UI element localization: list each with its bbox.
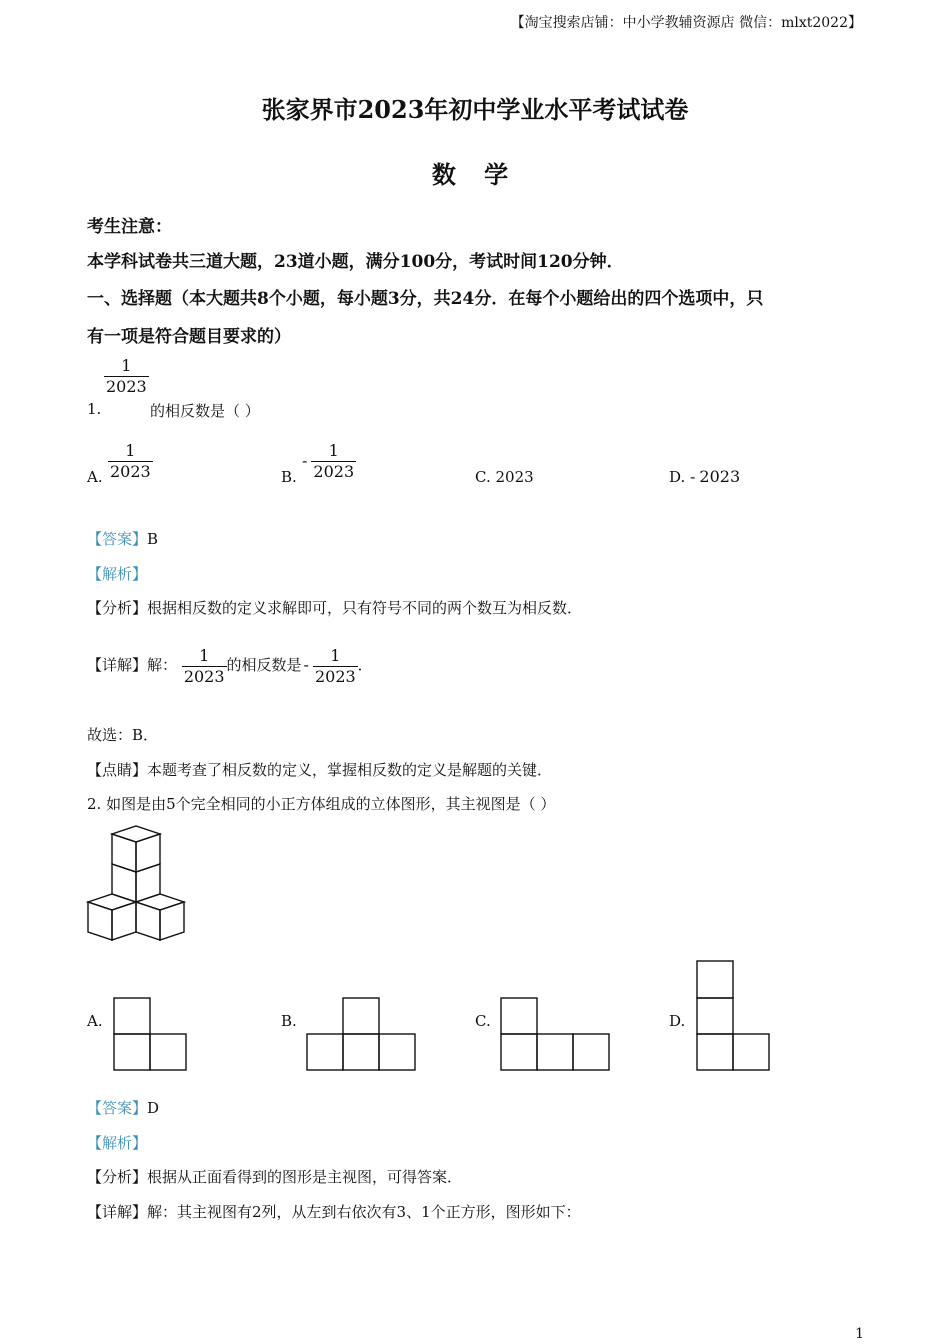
q1-option-b-value bbox=[300, 441, 356, 482]
q1-fenxi-tag: 【分析】 bbox=[87, 599, 148, 617]
q2-detail-tag: 【详解】 bbox=[87, 1203, 148, 1221]
q1-detail-pre: 解： bbox=[147, 656, 178, 674]
q1-detail-den2: 2023 bbox=[314, 666, 356, 686]
q1-option-d-value bbox=[688, 467, 740, 486]
q2-detail-text: 解：其主视图有2列，从左到右依次有3、1个正方形，图形如下： bbox=[147, 1203, 581, 1221]
q1-fraction bbox=[104, 356, 149, 397]
q1-a-num: 1 bbox=[125, 441, 136, 460]
q1-detail-mid: 的相反数是 bbox=[226, 656, 302, 674]
cube-bl-top bbox=[88, 894, 136, 910]
q1-answer-tag: 【答案】 bbox=[87, 530, 148, 548]
q1-option-a-frac bbox=[108, 441, 153, 482]
q2-fenxi bbox=[87, 1166, 462, 1187]
q1-choose: 故选：B． bbox=[87, 726, 159, 744]
q1-dianjing bbox=[87, 759, 552, 780]
q2-analysis-tag: 【解析】 bbox=[87, 1134, 148, 1152]
q2-option-c-figure bbox=[499, 996, 613, 1074]
q2-option-d-label: D. bbox=[669, 1012, 686, 1030]
q1-b-num: 1 bbox=[328, 441, 339, 460]
q1-frac-den: 2023 bbox=[106, 377, 147, 396]
cube-br-right bbox=[160, 902, 184, 940]
q2-option-a-figure bbox=[112, 996, 190, 1074]
q1-detail bbox=[87, 640, 373, 690]
q2-fenxi-tag: 【分析】 bbox=[87, 1168, 148, 1186]
q1-option-b-label: B. bbox=[281, 468, 297, 486]
q1-dianjing-tag: 【点睛】 bbox=[87, 761, 148, 779]
q2-fenxi-text: 根据从正面看得到的图形是主视图，可得答案． bbox=[147, 1168, 463, 1186]
q2-detail bbox=[87, 1201, 581, 1222]
q1-detail-tag: 【详解】 bbox=[87, 656, 148, 674]
q1-detail-num: 1 bbox=[199, 645, 210, 665]
cube-top-right bbox=[136, 834, 160, 872]
q1-option-a-label: A. bbox=[87, 468, 103, 486]
q1-fenxi-text: 根据相反数的定义求解即可，只有符号不同的两个数互为相反数． bbox=[147, 599, 583, 617]
subject-title: 数 学 bbox=[431, 160, 519, 189]
q1-detail-den: 2023 bbox=[183, 666, 225, 686]
cube-br-top bbox=[136, 894, 184, 910]
q2-option-d-figure bbox=[695, 959, 773, 1074]
notice-label: 考生注意： bbox=[87, 217, 172, 237]
cube-bl-left bbox=[88, 902, 112, 940]
q1-detail-minus: - bbox=[303, 655, 309, 674]
q2-option-c-label: C. bbox=[475, 1012, 491, 1030]
q2-stem: 2. 如图是由5个完全相同的小正方体组成的立体图形，其主视图是（ ） bbox=[87, 795, 556, 813]
q2-option-b-label: B. bbox=[281, 1012, 297, 1030]
q1-b-minus: - bbox=[302, 451, 308, 470]
q1-analysis-tag: 【解析】 bbox=[87, 565, 148, 583]
q2-option-b-figure bbox=[305, 996, 419, 1074]
q1-frac-num: 1 bbox=[121, 356, 132, 375]
section1-heading-line2: 有一项是符合题目要求的） bbox=[87, 327, 291, 347]
header-note: 【淘宝搜索店铺：中小学教辅资源店 微信：mlxt2022】 bbox=[510, 15, 862, 31]
cube-bl-right bbox=[112, 902, 136, 940]
q2-answer-tag: 【答案】 bbox=[87, 1099, 148, 1117]
section1-heading-line1: 一、选择题（本大题共8个小题，每小题3分，共24分．在每个小题给出的四个选项中，只 bbox=[87, 289, 764, 309]
q1-detail-end: ． bbox=[357, 656, 373, 674]
q1-b-den: 2023 bbox=[313, 462, 355, 481]
q1-option-d-label: D. bbox=[669, 468, 686, 486]
q1-answer-value: B bbox=[147, 530, 159, 548]
cube-mid-right bbox=[136, 864, 160, 902]
q1-stem: 的相反数是（ ） bbox=[150, 402, 260, 420]
notice-line: 本学科试卷共三道大题，23道小题，满分100分，考试时间120分钟． bbox=[87, 252, 624, 272]
q2-answer-value: D bbox=[147, 1099, 160, 1117]
q2-option-a-label: A. bbox=[87, 1012, 103, 1030]
q2-answer bbox=[87, 1097, 159, 1118]
q1-dianjing-text: 本题考查了相反数的定义，掌握相反数的定义是解题的关键． bbox=[147, 761, 553, 779]
cube-mid-left bbox=[112, 864, 136, 902]
cube-br-left bbox=[136, 902, 160, 940]
page-number: 1 bbox=[855, 1326, 864, 1342]
q1-answer bbox=[87, 528, 158, 549]
q1-d-number: 2023 bbox=[699, 467, 741, 486]
q2-cube-figure bbox=[86, 824, 190, 948]
q1-number: 1. bbox=[87, 400, 102, 418]
q1-detail-num2: 1 bbox=[330, 645, 341, 665]
q1-a-den: 2023 bbox=[110, 462, 151, 481]
cube-top-left bbox=[112, 834, 136, 872]
q1-d-minus: - bbox=[690, 467, 696, 486]
q1-option-c: C. 2023 bbox=[475, 468, 534, 486]
cube-top-face bbox=[112, 826, 160, 842]
page-title: 张家界市2023年初中学业水平考试试卷 bbox=[261, 95, 689, 124]
q1-fenxi bbox=[87, 597, 582, 618]
